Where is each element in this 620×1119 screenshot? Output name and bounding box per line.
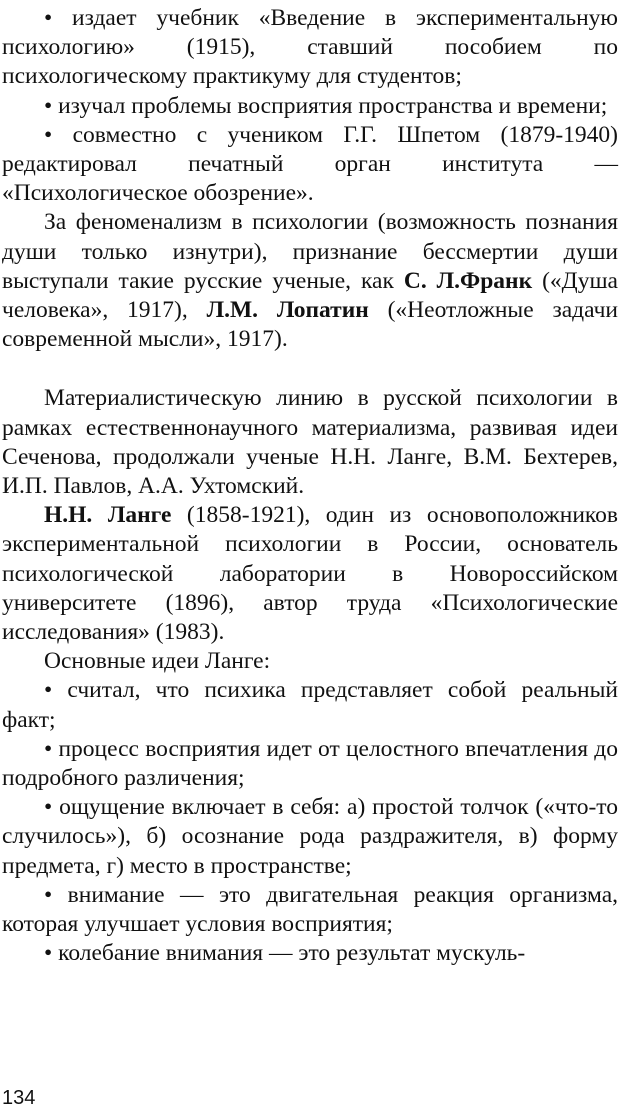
phenomenalism-text-end: («Неотложные задачи современной мысли», 1917). (2, 297, 618, 353)
lange-bio-text: (1858-1921), один из основоположников экспериментальной психологии в России, основатель психологической лаборатории в Новороссийском университете (1896), автор труда «Психологические исследования» (1983). (2, 502, 618, 646)
section-gap (2, 354, 618, 384)
lange-idea-attention-fluctuation: • колебание внимания — это результат мускуль- (44, 940, 526, 967)
lange-idea-psyche: • считал, что психика представляет собой реальный факт; (2, 677, 618, 733)
paragraph-phenomenalism (2, 208, 618, 354)
lange-ideas-heading: Основные идеи Ланге: (44, 648, 271, 675)
bullet-textbook: • издает учебник «Введение в экспериментальную психологию» (1915), ставший пособием по психологическому практикуму для студентов; (2, 5, 618, 90)
phenomenalism-text-start: За феноменализм в психологии (возможность познания души только изнутри), признание бессмертии души выступали такие русские ученые, как (2, 209, 618, 294)
page-number: 134 (2, 1087, 36, 1109)
lange-idea-sensation: • ощущение включает в себя: а) простой толчок («что-то случилось»), б) осознание рода раздражителя, в) форму предмета, г) место в пространстве; (2, 794, 618, 879)
paragraph-lange (2, 501, 618, 647)
bullet-journal: • совместно с учеником Г.Г. Шпетом (1879-1940) редактировал печатный орган института — «Психологическое обозрение». (2, 121, 618, 207)
name-lange: Н.Н. Ланге (44, 502, 172, 529)
lange-idea-perception: • процесс восприятия идет от целостного впечатления до подробного различения; (2, 735, 618, 792)
name-lopatin: Л.М. Лопатин (206, 297, 369, 324)
lange-idea-attention: • внимание — это двигательная реакция организма, которая улучшает условия восприятия; (2, 881, 618, 938)
bullet-space-time: • изучал проблемы восприятия пространства и времени; (44, 92, 608, 119)
phenomenalism-text-mid: («Душа человека», 1917), (2, 267, 618, 324)
name-frank: С. Л.Франк (403, 267, 533, 294)
paragraph-materialism: Материалистическую линию в русской психологии в рамках естественнонаучного материализма, развивая идеи Сеченова, продолжали ученые Н.Н. Ланге, В.М. Бехтерев, И.П. Павлов, А.А. Ухтомский. (2, 385, 618, 500)
